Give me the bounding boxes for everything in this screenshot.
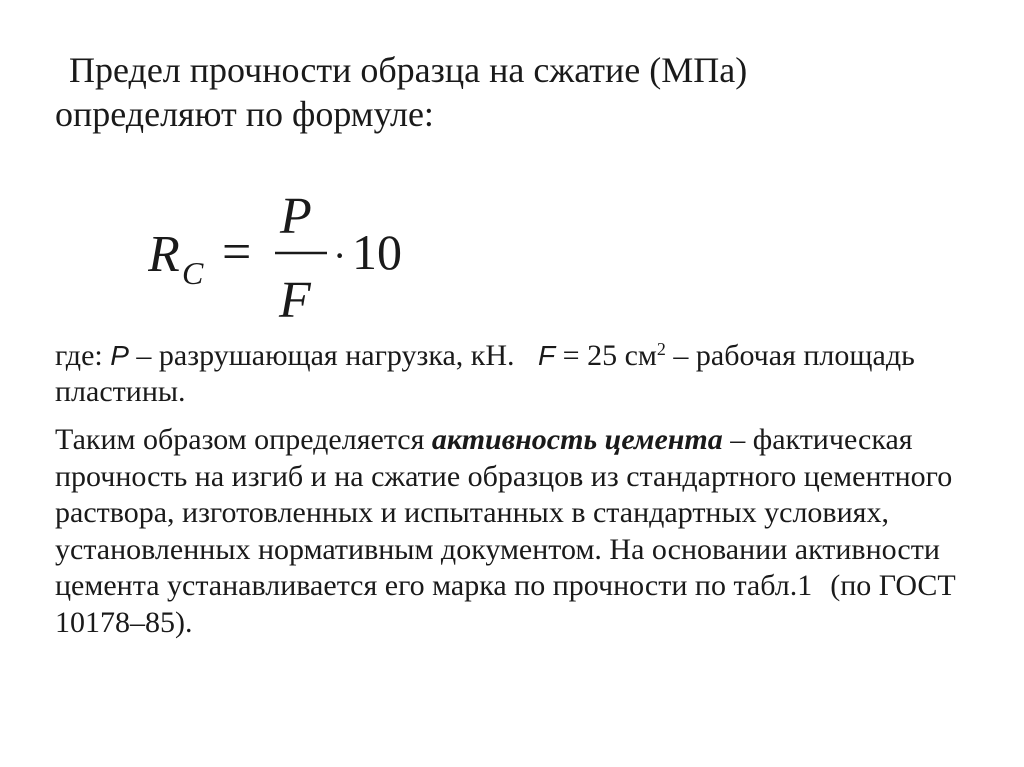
formula-equals: = [222,224,252,281]
paragraph-term: активность цемента [431,423,723,456]
strength-formula [148,183,438,328]
formula-numerator-p: P [280,188,312,245]
var-f-description: – рабочая площадь пластины. [55,339,915,408]
intro-line-1: Предел прочности образца на сжатие (МПа) [69,50,748,90]
paragraph-lead: Таким образом определяется [55,423,425,456]
var-p: P [110,340,129,371]
formula-factor: 10 [352,224,402,280]
cement-activity-paragraph [55,422,975,641]
var-f-exponent: 2 [656,339,666,359]
var-f: F [538,340,556,371]
where-prefix: где: [55,339,103,372]
formula-denominator-f: F [279,272,311,328]
paragraph-gost-reference: (по ГОСТ 10178–85). [55,569,956,639]
formula-symbol-r: R [148,226,180,283]
var-p-description: – разрушающая нагрузка, кН. [136,339,515,372]
intro-line-2: определяют по формуле: [55,94,434,134]
intro-text [55,48,935,136]
formula-subscript-c: С [182,255,204,291]
variables-legend [55,338,975,410]
formula-multiply-dot: · [333,233,347,278]
paragraph-body: – фактическая прочность на изгиб и на сжатие образцов из стандартного цементного раствора, изготовленных и испытанных в стандартных условиях, установленных нормативным документом. На основании активности цемента устанавливается его марка по прочности по табл.1 [55,423,953,602]
var-f-value: = 25 см [562,339,657,372]
